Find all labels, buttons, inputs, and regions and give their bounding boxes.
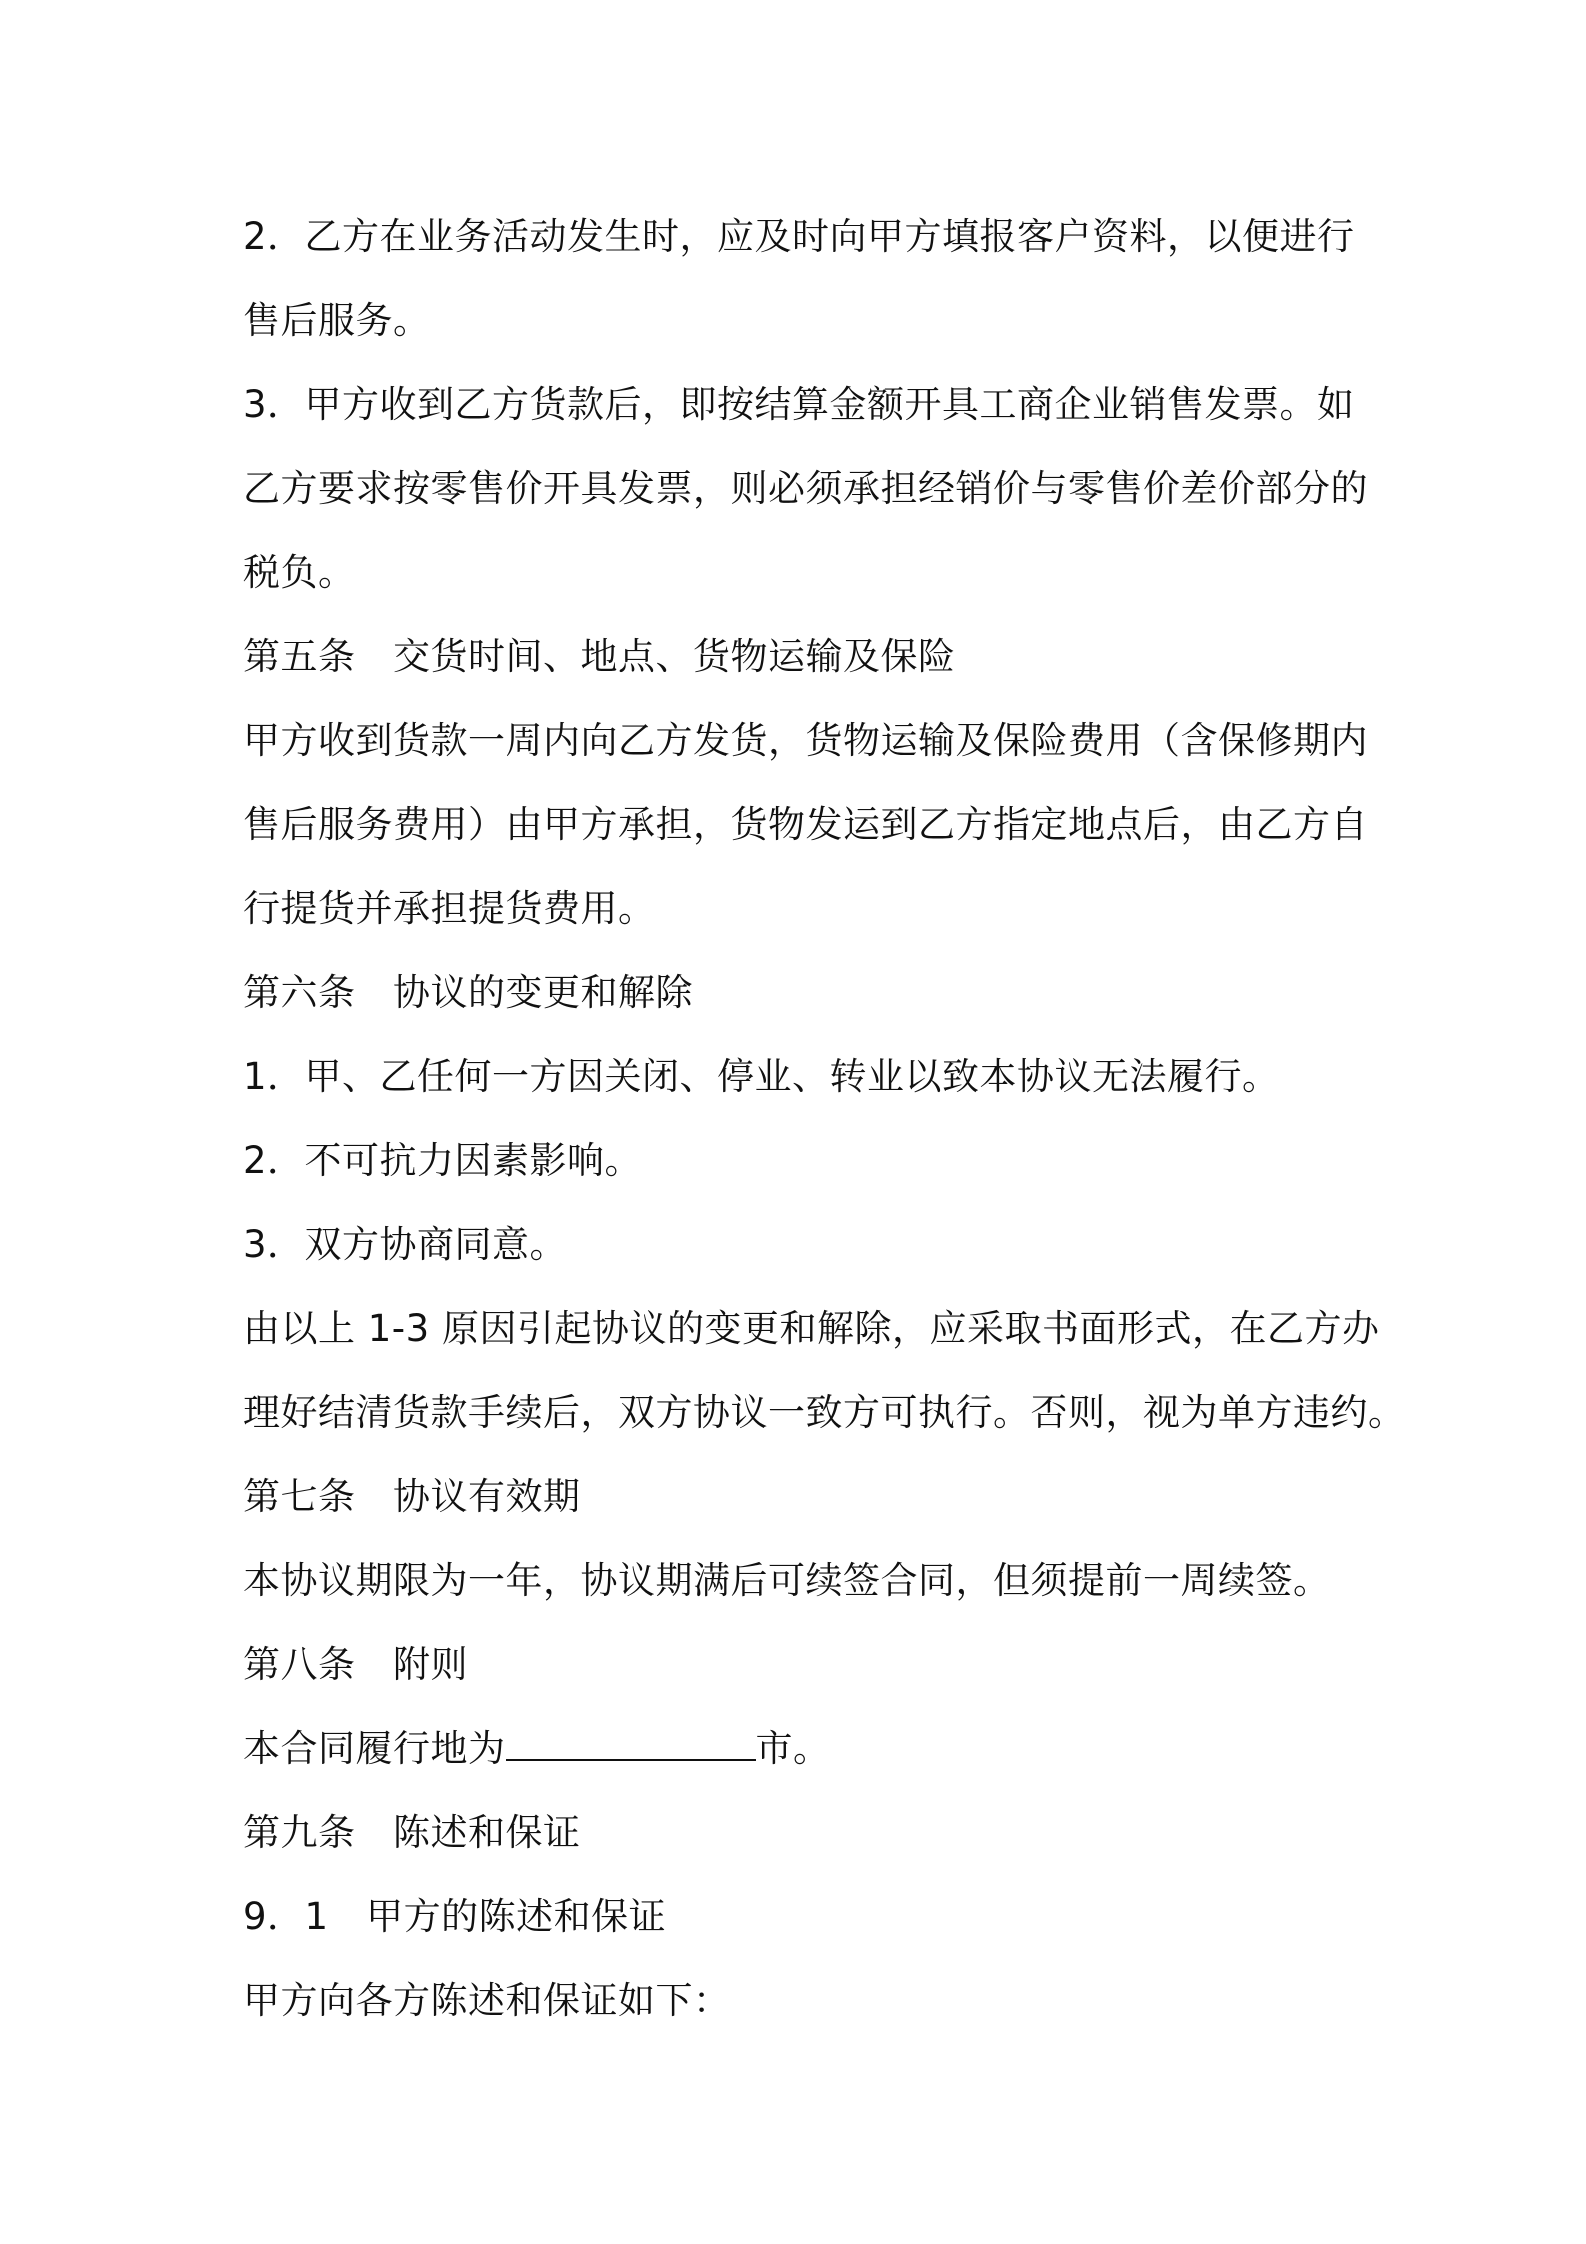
place-of-performance-line — [243, 1707, 1363, 1791]
text-line: 售后服务费用）由甲方承担，货物发运到乙方指定地点后，由乙方自 — [243, 803, 1368, 846]
place-blank-field[interactable] — [506, 1753, 756, 1761]
article-heading: 第六条 协议的变更和解除 — [243, 971, 693, 1014]
text-line: 甲方收到货款一周内向乙方发货，货物运输及保险费用（含保修期内 — [243, 719, 1368, 762]
section-heading: 9．1 甲方的陈述和保证 — [243, 1895, 667, 1938]
document-body — [243, 195, 1406, 2043]
place-prefix: 本合同履行地为 — [243, 1727, 506, 1770]
article-heading: 第七条 协议有效期 — [243, 1475, 581, 1518]
text-line: 3．甲方收到乙方货款后，即按结算金额开具工商企业销售发票。如 — [243, 383, 1355, 426]
text-line: 税负。 — [243, 551, 356, 594]
text-line: 售后服务。 — [243, 299, 431, 342]
text-line: 2．不可抗力因素影响。 — [243, 1139, 643, 1182]
place-suffix: 市。 — [755, 1727, 831, 1770]
text-line: 3．双方协商同意。 — [243, 1223, 568, 1266]
text-line: 由以上 1-3 原因引起协议的变更和解除，应采取书面形式，在乙方办 — [243, 1307, 1380, 1350]
text-line: 1．甲、乙任何一方因关闭、停业、转业以致本协议无法履行。 — [243, 1055, 1280, 1098]
text-line: 乙方要求按零售价开具发票，则必须承担经销价与零售价差价部分的 — [243, 467, 1368, 510]
article-heading: 第九条 陈述和保证 — [243, 1811, 581, 1854]
text-line: 甲方向各方陈述和保证如下： — [243, 1979, 731, 2022]
article-heading: 第八条 附则 — [243, 1643, 468, 1686]
text-line: 本协议期限为一年，协议期满后可续签合同，但须提前一周续签。 — [243, 1559, 1331, 1602]
text-line: 理好结清货款手续后，双方协议一致方可执行。否则，视为单方违约。 — [243, 1391, 1406, 1434]
article-heading: 第五条 交货时间、地点、货物运输及保险 — [243, 635, 956, 678]
text-line: 行提货并承担提货费用。 — [243, 887, 656, 930]
text-line: 2．乙方在业务活动发生时，应及时向甲方填报客户资料，以便进行 — [243, 215, 1355, 258]
